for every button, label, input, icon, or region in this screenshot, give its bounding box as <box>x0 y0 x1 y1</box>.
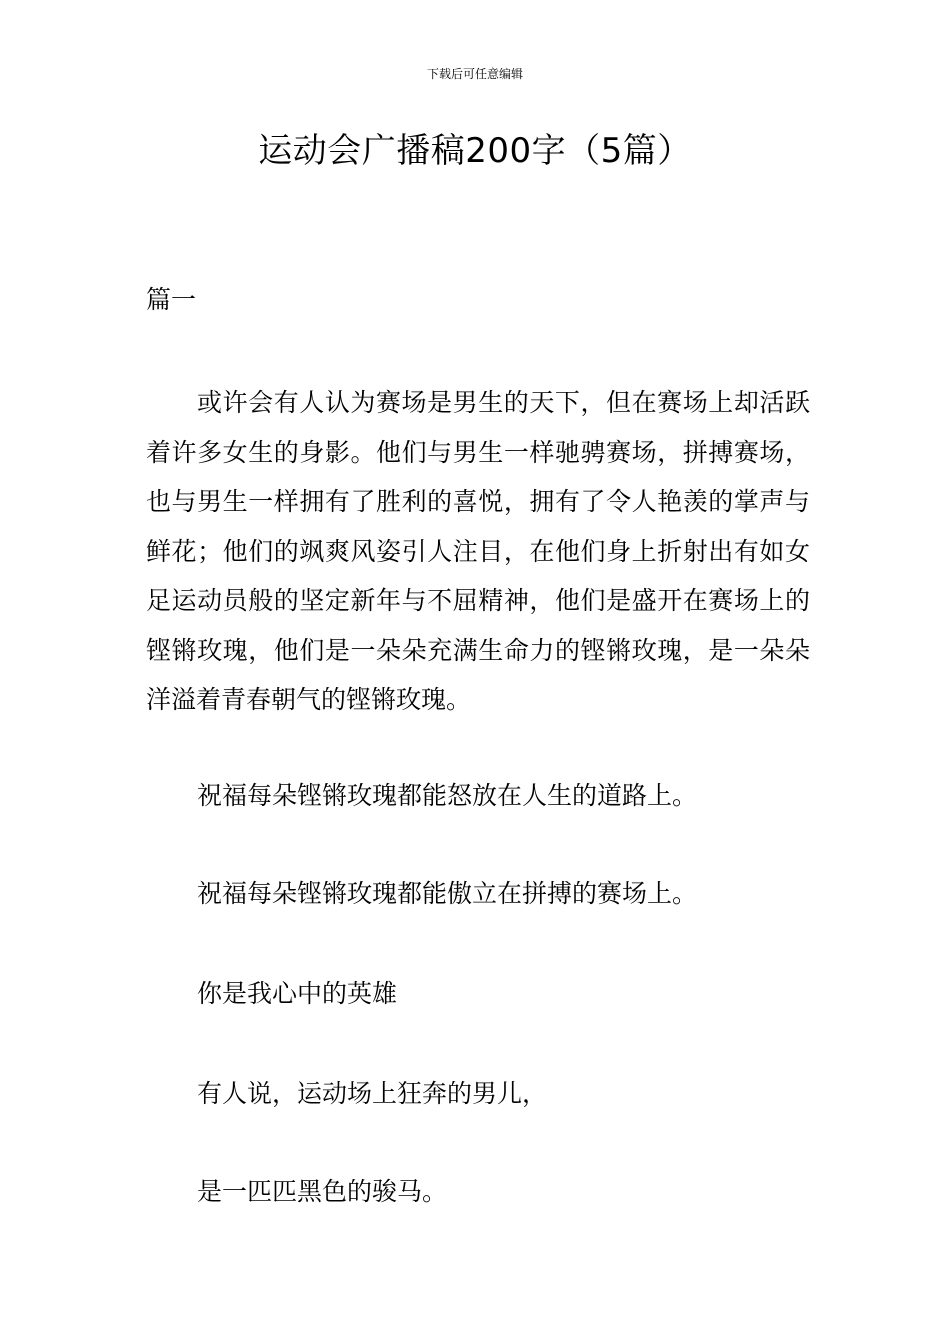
document-title: 运动会广播稿200字（5篇） <box>258 131 692 171</box>
section-heading: 篇一 <box>146 285 197 314</box>
header-note: 下载后可任意编辑 <box>426 67 523 81</box>
text-line: 是一匹匹黑色的骏马。 <box>197 1177 448 1206</box>
text-line: 祝福每朵铿锵玫瑰都能傲立在拼搏的赛场上。 <box>197 879 698 908</box>
text-line: 祝福每朵铿锵玫瑰都能怒放在人生的道路上。 <box>197 781 698 810</box>
text-line: 你是我心中的英雄 <box>197 979 398 1008</box>
body-paragraph: 或许会有人认为赛场是男生的天下，但在赛场上却活跃着许多女生的身影。他们与男生一样驰骋赛场，拼搏赛场，也与男生一样拥有了胜利的喜悦，拥有了令人艳羡的掌声与鲜花；他们的飒爽风姿引人注目，在他们身上折射出有如女足运动员般的坚定新年与不屈精神，他们是盛开在赛场上的铿锵玫瑰，他们是一朵朵充满生命力的铿锵玫瑰，是一朵朵洋溢着青春朝气的铿锵玫瑰。 <box>146 388 810 714</box>
text-line: 有人说，运动场上狂奔的男儿， <box>197 1079 548 1108</box>
